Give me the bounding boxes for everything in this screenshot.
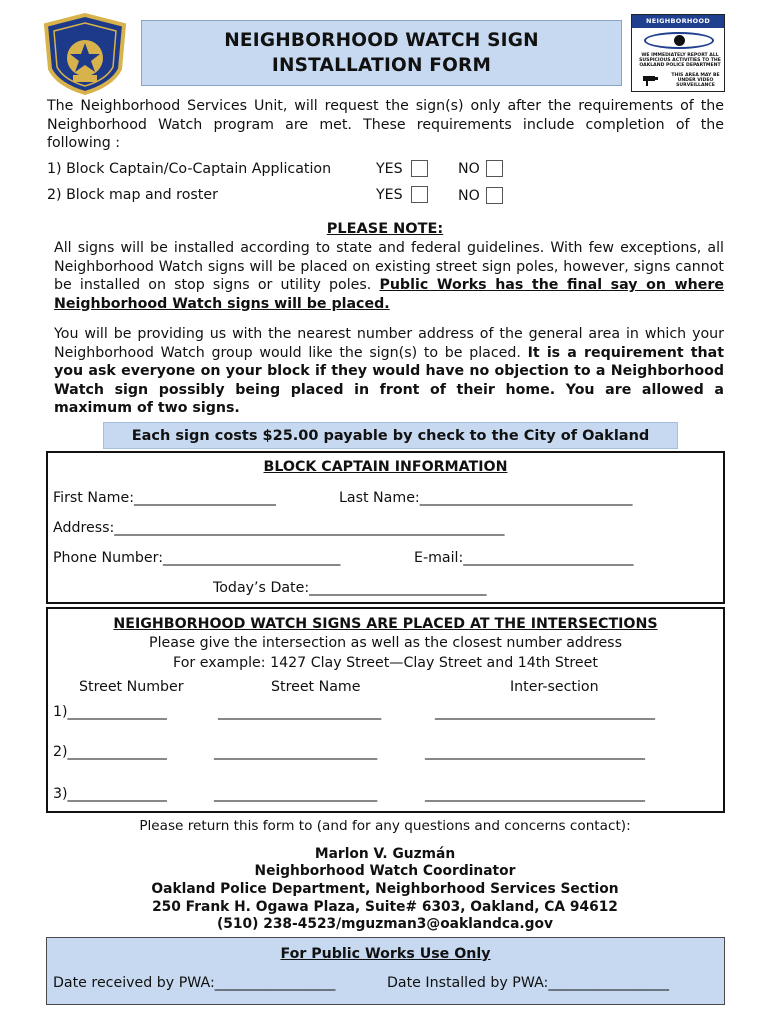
last-name-field[interactable]: Last Name:______________________________ bbox=[339, 490, 633, 506]
intersections-heading: NEIGHBORHOOD WATCH SIGNS ARE PLACED AT THE INTERSECTIONS bbox=[113, 616, 658, 632]
column-street-number: Street Number bbox=[79, 679, 184, 695]
row-2-street-number-field[interactable]: 2)______________ bbox=[53, 744, 167, 760]
row-1-street-number-field[interactable]: 1)______________ bbox=[53, 704, 167, 720]
row-2-street-name-field[interactable]: _______________________ bbox=[214, 744, 378, 760]
note-paragraph-1 bbox=[54, 239, 724, 313]
neighborhood-watch-sign-image bbox=[631, 14, 725, 92]
sign-header: NEIGHBORHOOD bbox=[632, 15, 724, 28]
oakland-police-badge-logo bbox=[40, 13, 130, 95]
requirement-1-no-checkbox[interactable] bbox=[486, 160, 503, 177]
row-3-street-name-field[interactable]: _______________________ bbox=[214, 786, 378, 802]
intersections-instruction: Please give the intersection as well as the closest number address bbox=[149, 635, 622, 651]
please-note-heading: PLEASE NOTE: bbox=[326, 221, 444, 237]
contact-phone-email: (510) 238-4523/mguzman3@oaklandca.gov bbox=[217, 916, 553, 932]
row-3-intersection-field[interactable]: _______________________________ bbox=[425, 786, 645, 802]
requirement-1-yes-checkbox[interactable] bbox=[411, 160, 428, 177]
contact-address: 250 Frank H. Ogawa Plaza, Suite# 6303, Oakland, CA 94612 bbox=[152, 899, 618, 915]
column-intersection: Inter-section bbox=[510, 679, 599, 695]
requirement-2-yes-checkbox[interactable] bbox=[411, 186, 428, 203]
title-line-1: NEIGHBORHOOD WATCH SIGN bbox=[224, 30, 539, 51]
phone-number-field[interactable]: Phone Number:_________________________ bbox=[53, 550, 341, 566]
row-3-street-number-field[interactable]: 3)______________ bbox=[53, 786, 167, 802]
eye-icon bbox=[644, 32, 714, 49]
public-works-heading: For Public Works Use Only bbox=[280, 946, 491, 962]
form-title bbox=[141, 20, 622, 86]
address-field[interactable]: Address:_______________________________________________________ bbox=[53, 520, 505, 536]
sign-cost-banner: Each sign costs $25.00 payable by check to the City of Oakland bbox=[103, 422, 678, 449]
note-paragraph-1-emphasis: Public Works has the final say on where Neighborhood Watch signs will be placed. bbox=[54, 277, 724, 312]
contact-name: Marlon V. Guzmán bbox=[314, 846, 456, 862]
sign-text-report: WE IMMEDIATELY REPORT ALL SUSPICIOUS ACTIVITIES TO THE OAKLAND POLICE DEPARTMENT bbox=[639, 53, 721, 69]
requirement-2-no-label: NO bbox=[458, 188, 480, 204]
note-paragraph-1-text: All signs will be installed according to state and federal guidelines. With few exceptions, all Neighborhood Watch signs will be placed on existing street sign poles, however, signs cannot be installed on stop signs or utility poles. bbox=[54, 240, 724, 293]
block-captain-section bbox=[46, 451, 725, 604]
intersections-example: For example: 1427 Clay Street—Clay Street and 14th Street bbox=[173, 655, 598, 671]
requirement-2-label: 2) Block map and roster bbox=[47, 187, 218, 203]
todays-date-field[interactable]: Today’s Date:_________________________ bbox=[213, 580, 487, 596]
contact-department: Oakland Police Department, Neighborhood Services Section bbox=[151, 881, 619, 897]
camera-icon bbox=[642, 74, 660, 86]
row-2-intersection-field[interactable]: _______________________________ bbox=[425, 744, 645, 760]
row-1-street-name-field[interactable]: _______________________ bbox=[218, 704, 382, 720]
first-name-field[interactable]: First Name:____________________ bbox=[53, 490, 276, 506]
note-paragraph-2-text: You will be providing us with the nearest number address of the general area in which your Neighborhood Watch group would like the sign(s) to be placed. bbox=[54, 326, 724, 361]
row-1-intersection-field[interactable]: _______________________________ bbox=[435, 704, 655, 720]
block-captain-heading: BLOCK CAPTAIN INFORMATION bbox=[263, 459, 508, 475]
date-installed-field[interactable]: Date Installed by PWA:_________________ bbox=[387, 975, 669, 991]
sign-text-surveillance: THIS AREA MAY BE UNDER VIDEO SURVEILLANCE bbox=[671, 73, 720, 89]
requirement-1-no-label: NO bbox=[458, 161, 480, 177]
column-street-name: Street Name bbox=[271, 679, 361, 695]
requirement-1-yes-label: YES bbox=[376, 161, 403, 177]
public-works-section bbox=[46, 937, 725, 1005]
requirement-2-no-checkbox[interactable] bbox=[486, 187, 503, 204]
contact-role: Neighborhood Watch Coordinator bbox=[254, 863, 516, 879]
note-paragraph-2-emphasis: It is a requirement that you ask everyone on your block if they would have no objection to a Neighborhood Watch sign possibly being placed in front of their home. You are allowed a maximum of two signs. bbox=[54, 344, 724, 416]
email-field[interactable]: E-mail:________________________ bbox=[414, 550, 634, 566]
intro-paragraph: The Neighborhood Services Unit, will request the sign(s) only after the requirements of the Neighborhood Watch program are met. These requirements include completion of the following : bbox=[47, 98, 724, 151]
title-line-2: INSTALLATION FORM bbox=[271, 55, 492, 76]
note-paragraph-2 bbox=[54, 325, 724, 418]
date-received-field[interactable]: Date received by PWA:_________________ bbox=[53, 975, 336, 991]
return-instructions: Please return this form to (and for any questions and concerns contact): bbox=[139, 818, 631, 834]
requirement-2-yes-label: YES bbox=[376, 187, 403, 203]
requirement-1-label: 1) Block Captain/Co-Captain Application bbox=[47, 161, 332, 177]
intersections-section bbox=[46, 607, 725, 813]
